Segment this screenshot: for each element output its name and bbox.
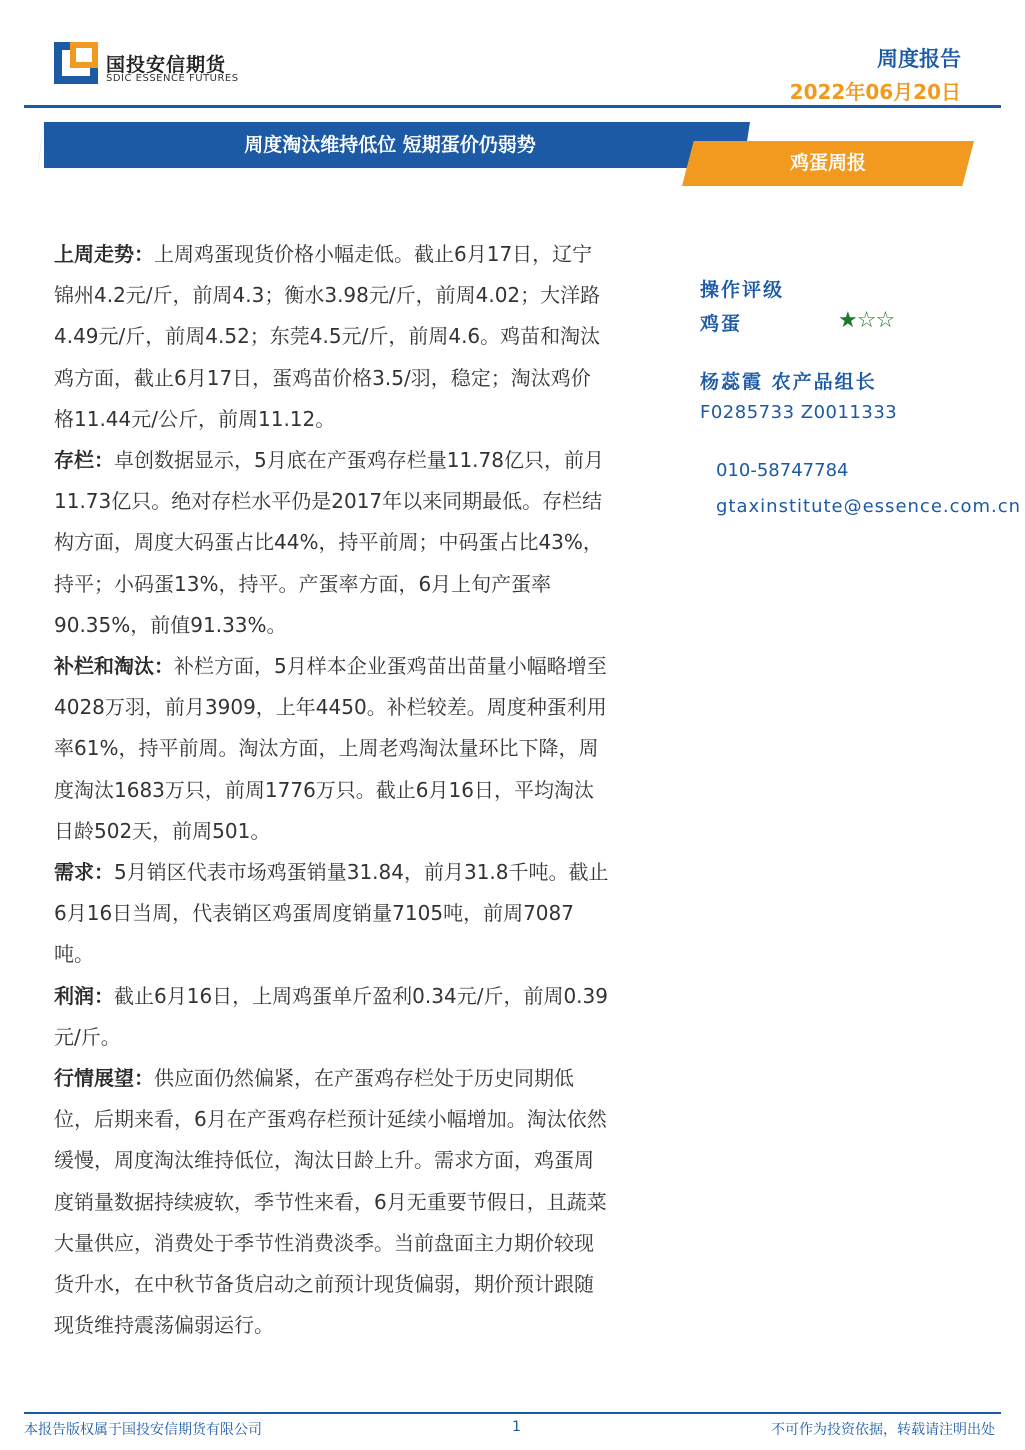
section-inventory	[54, 440, 610, 646]
section-label: 补栏和淘汰：	[54, 654, 174, 679]
section-demand	[54, 852, 610, 976]
report-type: 周度报告	[877, 47, 961, 71]
footer-copyright: 本报告版权属于国投安信期货有限公司	[24, 1422, 262, 1438]
section-restock-cull	[54, 646, 610, 852]
section-label: 利润：	[54, 983, 114, 1008]
section-text: 卓创数据显示，5月底在产蛋鸡存栏量11.78亿只，前月11.73亿只。绝对存栏水平仍是2017年以来同期最低。存栏结构方面，周度大码蛋占比44%，持平前周；中码蛋占比43%，持平；小码蛋13%，持平。产蛋率方面，6月上旬产蛋率90.35%，前值91.33%。	[54, 448, 604, 637]
section-outlook	[54, 1058, 610, 1346]
rating-product: 鸡蛋	[700, 313, 743, 335]
section-label: 存栏：	[54, 448, 114, 473]
analyst-name: 杨蕊霞 农产品组长	[700, 371, 877, 393]
report-date: 2022年06月20日	[789, 80, 961, 104]
analyst-certificates: F0285733 Z0011333	[700, 402, 898, 423]
brand-name-en: SDIC ESSENCE FUTURES	[106, 73, 239, 84]
section-label: 需求：	[54, 860, 114, 885]
section-profit	[54, 976, 610, 1058]
section-text: 5月销区代表市场鸡蛋销量31.84，前月31.8千吨。截止6月16日当周，代表销区鸡蛋周度销量7105吨，前周7087吨。	[54, 860, 609, 967]
report-body	[54, 234, 610, 1406]
section-text: 上周鸡蛋现货价格小幅走低。截止6月17日，辽宁锦州4.2元/斤，前周4.3；衡水3.98元/斤，前周4.02；大洋路4.49元/斤，前周4.52；东莞4.5元/斤，前周4.6。鸡苗和淘汰鸡方面，截止6月17日，蛋鸡苗价格3.5/羽，稳定；淘汰鸡价格11.44元/公斤，前周11.12。	[54, 242, 601, 431]
section-text: 补栏方面，5月样本企业蛋鸡苗出苗量小幅略增至4028万羽，前月3909，上年4450。补栏较差。周度种蛋利用率61%，持平前周。淘汰方面，上周老鸡淘汰量环比下降，周度淘汰1683万只，前周1776万只。截止6月16日，平均淘汰日龄502天，前周501。	[54, 654, 607, 843]
section-text: 截止6月16日，上周鸡蛋单斤盈利0.34元/斤，前周0.39元/斤。	[54, 983, 608, 1049]
section-label: 上周走势：	[54, 242, 154, 266]
rating-stars-icon: ★☆☆	[838, 308, 895, 333]
company-logo	[54, 42, 98, 84]
footer-divider	[24, 1412, 1001, 1414]
section-last-week	[54, 234, 610, 440]
report-category: 鸡蛋周报	[789, 152, 866, 174]
page-number: 1	[512, 1419, 521, 1435]
rating-title: 操作评级	[700, 279, 785, 301]
section-label: 行情展望：	[54, 1066, 154, 1091]
contact-phone: 010-58747784	[716, 460, 849, 481]
brand-name-cn: 国投安信期货	[106, 54, 227, 76]
contact-email[interactable]: gtaxinstitute@essence.com.cn	[716, 496, 1022, 517]
header-divider	[24, 105, 1001, 108]
report-title: 周度淘汰维持低位 短期蛋价仍弱势	[244, 134, 536, 156]
section-text: 供应面仍然偏紧，在产蛋鸡存栏处于历史同期低位，后期来看，6月在产蛋鸡存栏预计延续小幅增加。淘汰依然缓慢，周度淘汰维持低位，淘汰日龄上升。需求方面，鸡蛋周度销量数据持续疲软，季节性来看，6月无重要节假日，且蔬菜大量供应，消费处于季节性消费淡季。当前盘面主力期价较现货升水，在中秋节备货启动之前预计现货偏弱，期价预计跟随现货维持震荡偏弱运行。	[54, 1066, 607, 1338]
footer-disclaimer: 不可作为投资依据，转载请注明出处	[771, 1422, 995, 1438]
